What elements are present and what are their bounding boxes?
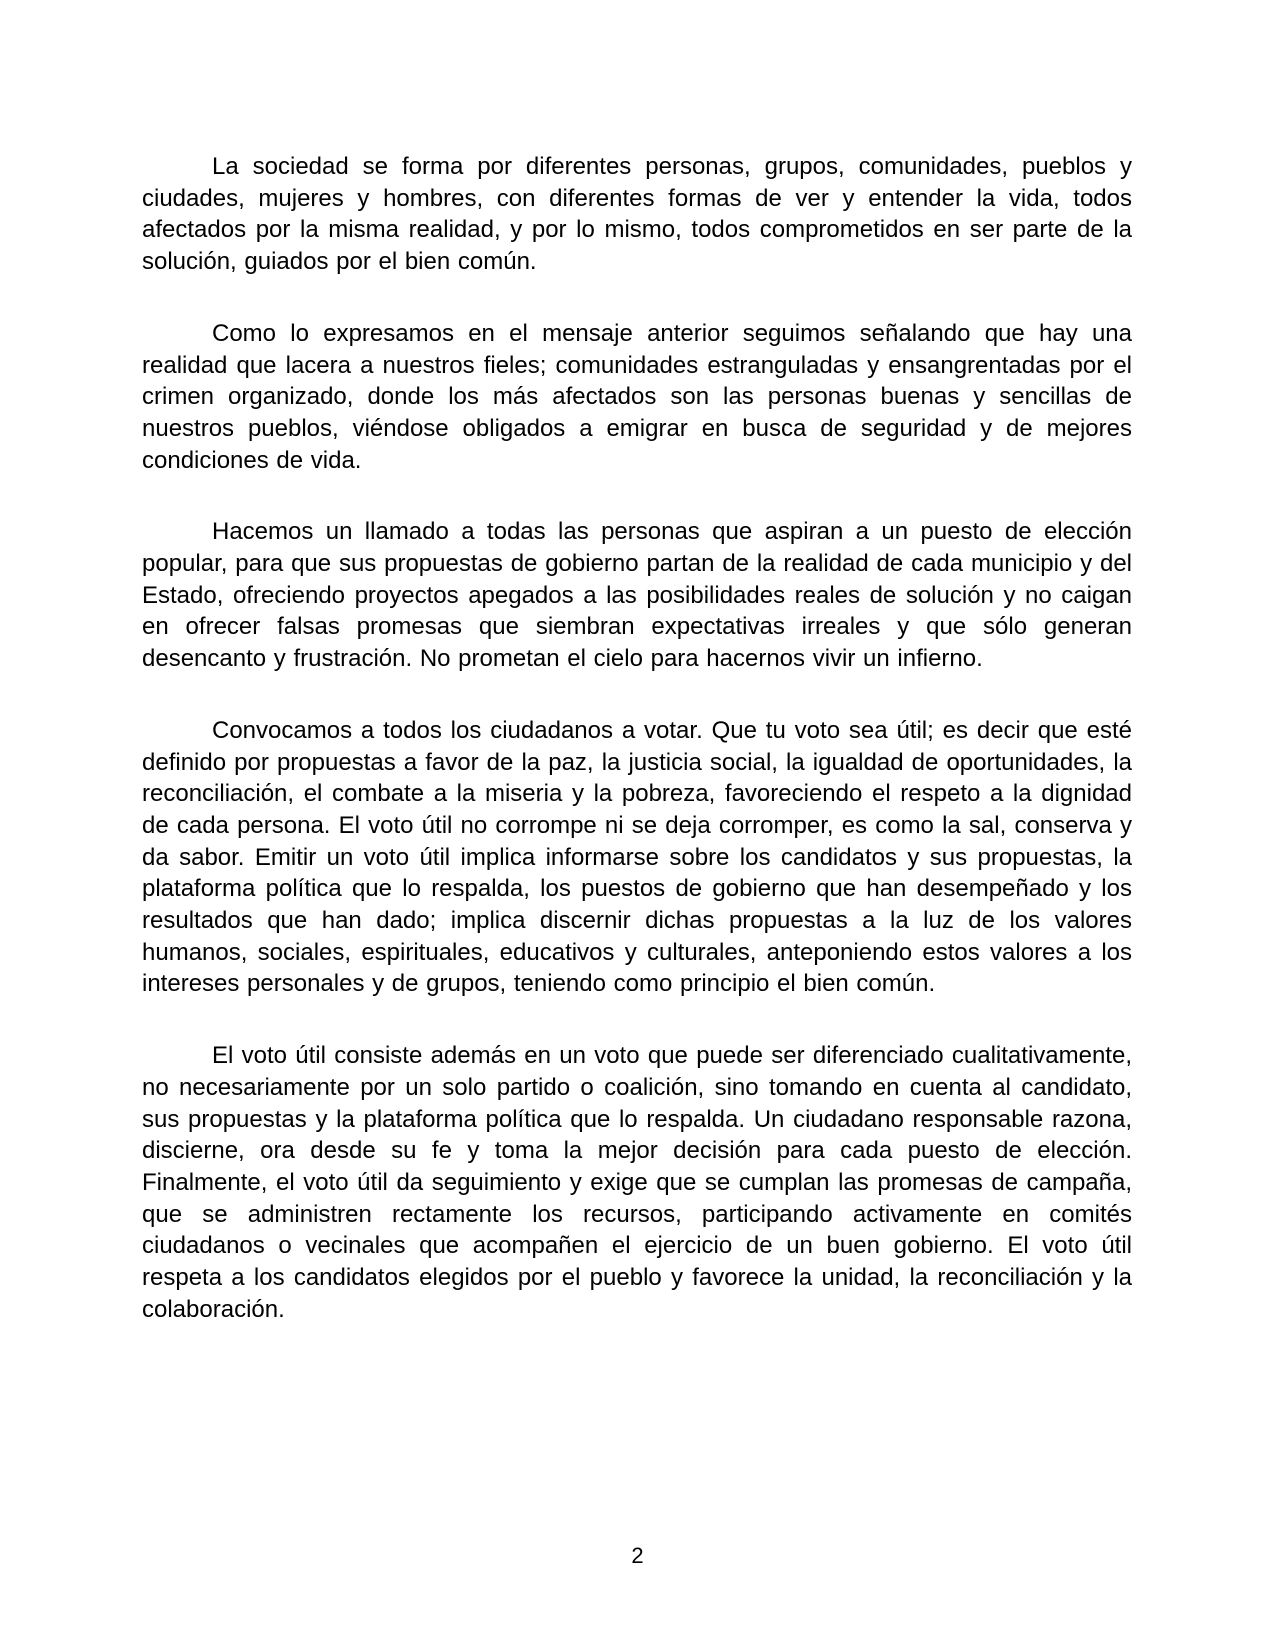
paragraph-2: Como lo expresamos en el mensaje anterior seguimos señalando que hay una realidad que lacera a nuestros fieles; comunidades estranguladas y ensangrentadas por el crimen organizado, donde los más afectados son las personas buenas y sencillas de nuestros pueblos, viéndose obligados a emigrar en busca de seguridad y de mejores condiciones de vida. bbox=[142, 319, 1132, 474]
paragraph-1: La sociedad se forma por diferentes personas, grupos, comunidades, pueblos y ciudades, mujeres y hombres, con diferentes formas de ver y entender la vida, todos afectados por la misma realidad, y por lo mismo, todos comprometidos en ser parte de la solución, guiados por el bien común. bbox=[142, 153, 1132, 276]
paragraph-4: Convocamos a todos los ciudadanos a votar. Que tu voto sea útil; es decir que esté definido por propuestas a favor de la paz, la justicia social, la igualdad de oportunidades, la reconciliación, el combate a la miseria y la pobreza, favoreciendo el respeto a la dignidad de cada persona. El voto útil no corrompe ni se deja corromper, es como la sal, conserva y da sabor. Emitir un voto útil implica informarse sobre los candidatos y sus propuestas, la plataforma política que lo respalda, los puestos de gobierno que han desempeñado y los resultados que han dado; implica discernir dichas propuestas a la luz de los valores humanos, sociales, espirituales, educativos y culturales, anteponiendo estos valores a los intereses personales y de grupos, teniendo como principio el bien común. bbox=[142, 716, 1132, 998]
paragraph-5: El voto útil consiste además en un voto que puede ser diferenciado cualitativamente, no necesariamente por un solo partido o coalición, sino tomando en cuenta al candidato, sus propuestas y la plataforma política que lo respalda. Un ciudadano responsable razona, discierne, ora desde su fe y toma la mejor decisión para cada puesto de elección. Finalmente, el voto útil da seguimiento y exige que se cumplan las promesas de campaña, que se administren rectamente los recursos, participando activamente en comités ciudadanos o vecinales que acompañen el ejercicio de un buen gobierno. El voto útil respeta a los candidatos elegidos por el pueblo y favorece la unidad, la reconciliación y la colaboración. bbox=[142, 1042, 1132, 1323]
document-body bbox=[142, 151, 1132, 1326]
paragraph-3: Hacemos un llamado a todas las personas que aspiran a un puesto de elección popular, para que sus propuestas de gobierno partan de la realidad de cada municipio y del Estado, ofreciendo proyectos apegados a las posibilidades reales de solución y no caigan en ofrecer falsas promesas que siembran expectativas irreales y que sólo generan desencanto y frustración. No prometan el cielo para hacernos vivir un infierno. bbox=[142, 518, 1132, 673]
page-number: 2 bbox=[631, 1543, 644, 1568]
